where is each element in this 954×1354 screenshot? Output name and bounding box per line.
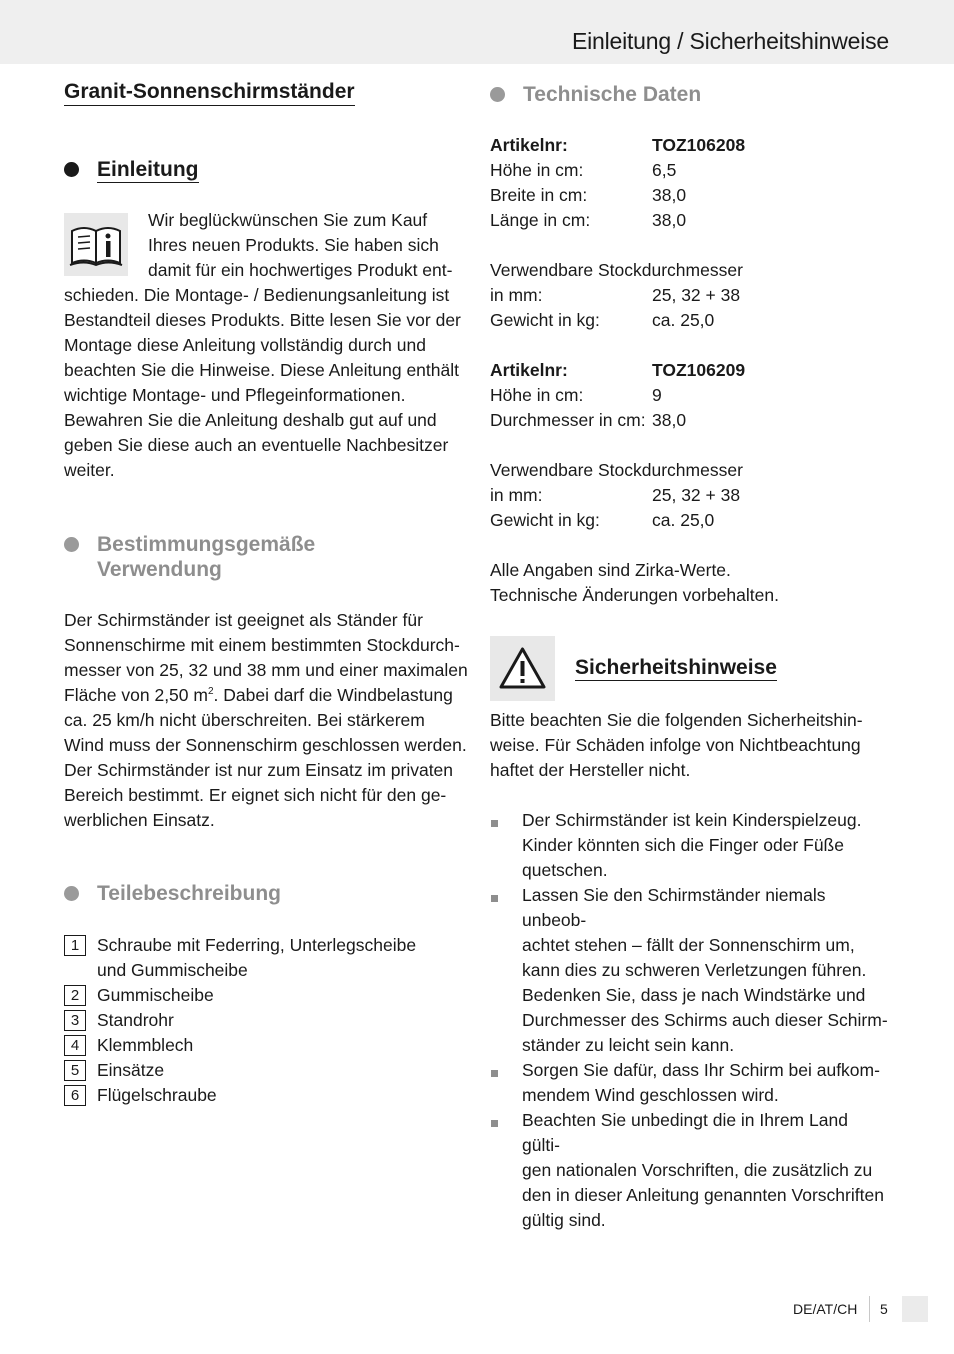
list-item [490, 1058, 890, 1108]
text-line: und Gummischeibe [97, 960, 248, 980]
text-line: Montage diese Anleitung vollständig durch und [64, 335, 426, 355]
bullet-dot-icon [64, 886, 79, 901]
info-book-icon [64, 213, 128, 276]
text-line: messer von 25, 32 und 38 mm und einer maximalen [64, 660, 468, 680]
spec-table-1 [490, 133, 745, 233]
spec-value: TOZ106208 [652, 135, 746, 155]
text-line: ständer zu leicht sein kann. [522, 1035, 735, 1055]
spec-key: Länge in cm: [490, 210, 591, 230]
list-item [490, 808, 890, 883]
part-number: 5 [64, 1060, 86, 1081]
part-label: Einsätze [97, 1060, 165, 1080]
square-bullet-icon [491, 895, 498, 902]
spec-value: 38,0 [652, 210, 687, 230]
list-item [64, 1083, 416, 1108]
product-title: Granit-Sonnenschirmständer [64, 80, 355, 106]
part-number: 1 [64, 935, 86, 956]
list-item [490, 883, 890, 1058]
text-line [64, 683, 474, 708]
page-header [0, 0, 954, 64]
text-line: Der Schirmständer ist kein Kinderspielzeug. [522, 810, 862, 830]
table-row [490, 133, 745, 158]
spec-key: in mm: [490, 485, 543, 505]
table-row [490, 308, 743, 333]
warning-triangle-icon [490, 636, 555, 701]
text-line: Sorgen Sie dafür, dass Ihr Schirm bei aufkom- [522, 1060, 880, 1080]
text-line: quetschen. [522, 860, 608, 880]
text-line: Bitte beachten Sie die folgenden Sicherheitshin- [490, 710, 863, 730]
spec-key: Breite in cm: [490, 185, 588, 205]
text-line: geben Sie diese auch an eventuelle Nachbesitzer [64, 435, 449, 455]
table-row [490, 508, 743, 533]
verwendung-heading [97, 532, 315, 582]
teile-heading: Teilebeschreibung [97, 882, 281, 905]
list-item [64, 1058, 416, 1083]
parts-list [64, 933, 416, 1108]
bullet-text [522, 808, 890, 883]
spec-value: 25, 32 + 38 [652, 285, 741, 305]
text-line: Wind muss der Sonnenschirm geschlossen werden. [64, 735, 467, 755]
spec-table-2 [490, 358, 745, 433]
bullet-dot-icon [490, 87, 505, 102]
text-line: Wir beglückwünschen Sie zum Kauf [148, 210, 428, 230]
square-bullet-icon [491, 1070, 498, 1077]
safety-intro [490, 708, 890, 783]
footer-divider [869, 1296, 870, 1322]
text-line: achtet stehen – fällt der Sonnenschirm um, [522, 935, 855, 955]
text-line: Sonnenschirme mit einem bestimmten Stockdurch- [64, 635, 460, 655]
spec-key: Gewicht in kg: [490, 310, 600, 330]
area-suffix: . Dabei darf die Windbelastung [213, 685, 453, 705]
spec-value: 9 [652, 385, 662, 405]
footer-language: DE/AT/CH [793, 1301, 858, 1317]
heading-line: Bestimmungsgemäße [97, 533, 316, 556]
stock-label: Verwendbare Stockdurchmesser [490, 460, 743, 480]
text-line: Technische Änderungen vorbehalten. [490, 585, 779, 605]
table-row [490, 358, 745, 383]
heading-line: Verwendung [97, 558, 222, 581]
table-row [490, 283, 743, 308]
part-number: 6 [64, 1085, 86, 1106]
text-line: werblichen Einsatz. [64, 810, 215, 830]
einleitung-heading: Einleitung [97, 158, 199, 181]
spec-table-2b [490, 458, 743, 533]
spec-value: ca. 25,0 [652, 510, 715, 530]
text-line: Der Schirmständer ist nur zum Einsatz im privaten [64, 760, 454, 780]
spec-key: in mm: [490, 285, 543, 305]
table-row [490, 383, 745, 408]
list-item [64, 983, 416, 1008]
spec-value: TOZ106209 [652, 360, 746, 380]
bullet-text [522, 883, 890, 1058]
text-line: gen nationalen Vorschriften, die zusätzlich zu [522, 1160, 873, 1180]
bullet-dot-icon [64, 162, 79, 177]
area-sup: 2 [207, 686, 214, 698]
text-line: weiter. [64, 460, 115, 480]
text-line: Bewahren Sie die Anleitung deshalb gut auf und [64, 410, 437, 430]
spec-value: 38,0 [652, 185, 687, 205]
table-row [490, 483, 743, 508]
part-label: Klemmblech [97, 1035, 194, 1055]
table-row [490, 183, 745, 208]
header-title: Einleitung / Sicherheitshinweise [571, 28, 889, 54]
page-number: 5 [880, 1301, 888, 1317]
part-number: 2 [64, 985, 86, 1006]
square-bullet-icon [491, 1120, 498, 1127]
text-line: damit für ein hochwertiges Produkt ent- [148, 260, 453, 280]
text-line: mendem Wind geschlossen wird. [522, 1085, 779, 1105]
table-row [490, 258, 743, 283]
verwendung-text [64, 608, 474, 833]
text-line: schieden. Die Montage- / Bedienungsanleitung ist [64, 285, 450, 305]
spec-key: Artikelnr: [490, 135, 568, 155]
text-line: den in dieser Anleitung genannten Vorschriften [522, 1185, 884, 1205]
table-row [490, 458, 743, 483]
text-line: Schraube mit Federring, Unterlegscheibe [97, 935, 417, 955]
text-line: kann dies zu schweren Verletzungen führen. [522, 960, 867, 980]
part-number: 4 [64, 1035, 86, 1056]
spec-table-1b [490, 258, 743, 333]
text-line: weise. Für Schäden infolge von Nichtbeachtung [490, 735, 861, 755]
spec-key: Höhe in cm: [490, 160, 584, 180]
text-line: Bedenken Sie, dass je nach Windstärke und [522, 985, 866, 1005]
spec-key: Höhe in cm: [490, 385, 584, 405]
safety-bullets [490, 808, 890, 1233]
safety-heading: Sicherheitshinweise [575, 656, 777, 679]
part-label: Flügelschraube [97, 1085, 217, 1105]
stock-label: Verwendbare Stockdurchmesser [490, 260, 743, 280]
text-line: ca. 25 km/h nicht überschreiten. Bei stärkerem [64, 710, 425, 730]
tech-notes [490, 558, 779, 608]
section-einleitung [64, 157, 199, 183]
text-line: haftet der Hersteller nicht. [490, 760, 691, 780]
text-line: Beachten Sie unbedingt die in Ihrem Land gülti- [522, 1110, 848, 1155]
footer-tab [902, 1296, 928, 1322]
tech-heading: Technische Daten [523, 83, 702, 106]
section-tech [490, 82, 701, 107]
bullet-text [522, 1058, 890, 1108]
table-row [490, 408, 745, 433]
text-line: Lassen Sie den Schirmständer niemals unbeob- [522, 885, 826, 930]
spec-key: Gewicht in kg: [490, 510, 600, 530]
spec-value: 25, 32 + 38 [652, 485, 741, 505]
square-bullet-icon [491, 820, 498, 827]
spec-key: Durchmesser in cm: [490, 410, 646, 430]
text-line: beachten Sie die Hinweise. Diese Anleitung enthält [64, 360, 459, 380]
text-line: Durchmesser des Schirms auch dieser Schirm- [522, 1010, 888, 1030]
part-label: Gummischeibe [97, 985, 214, 1005]
text-line: Bereich bestimmt. Er eignet sich nicht für den ge- [64, 785, 447, 805]
part-label: Standrohr [97, 1010, 174, 1030]
text-line: Bestandteil dieses Produkts. Bitte lesen Sie vor der [64, 310, 461, 330]
part-label [97, 933, 416, 983]
text-line: Alle Angaben sind Zirka-Werte. [490, 560, 731, 580]
spec-value: 38,0 [652, 410, 687, 430]
text-line: Kinder könnten sich die Finger oder Füße [522, 835, 844, 855]
text-line: wichtige Montage- und Pflegeinformationen. [64, 385, 406, 405]
spec-value: ca. 25,0 [652, 310, 715, 330]
area-prefix: Fläche von 2,50 m [64, 685, 208, 705]
section-teile [64, 881, 281, 906]
part-number: 3 [64, 1010, 86, 1031]
list-item [64, 1033, 416, 1058]
list-item [490, 1108, 890, 1233]
bullet-text [522, 1108, 890, 1233]
intro-text-beside-icon [148, 208, 478, 283]
list-item [64, 933, 416, 983]
bullet-dot-icon [64, 537, 79, 552]
spec-value: 6,5 [652, 160, 677, 180]
text-line: gültig sind. [522, 1210, 606, 1230]
section-verwendung [64, 532, 315, 582]
table-row [490, 158, 745, 183]
list-item [64, 1008, 416, 1033]
intro-text [64, 283, 474, 483]
text-line: Der Schirmständer ist geeignet als Ständer für [64, 610, 423, 630]
table-row [490, 208, 745, 233]
text-line: Ihres neuen Produkts. Sie haben sich [148, 235, 439, 255]
spec-key: Artikelnr: [490, 360, 568, 380]
